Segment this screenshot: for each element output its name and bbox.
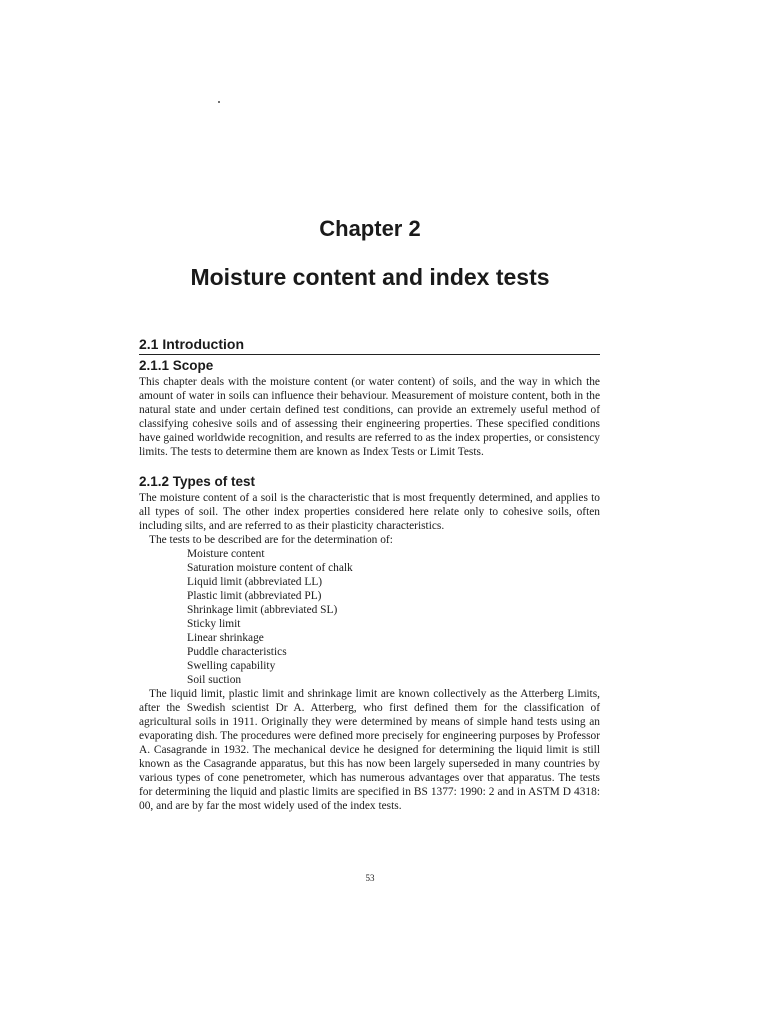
list-item: Soil suction	[187, 674, 242, 686]
scope-heading: 2.1.1 Scope	[139, 358, 214, 373]
list-item: Swelling capability	[187, 660, 276, 672]
list-item: Liquid limit (abbreviated LL)	[187, 576, 323, 588]
page-number: 53	[365, 873, 375, 883]
list-item: Plastic limit (abbreviated PL)	[187, 590, 322, 602]
list-item: Sticky limit	[187, 618, 241, 630]
list-item: Shrinkage limit (abbreviated SL)	[187, 604, 338, 616]
chapter-body	[139, 336, 600, 813]
chapter-title: Moisture content and index tests	[190, 264, 550, 290]
scan-speck	[218, 101, 220, 103]
list-item: Puddle characteristics	[187, 646, 287, 658]
section-heading: 2.1 Introduction	[139, 336, 600, 355]
list-item: Moisture content	[187, 548, 265, 560]
types-paragraph-2: The tests to be described are for the determination of:	[149, 534, 393, 546]
test-list	[139, 547, 600, 687]
list-item: Saturation moisture content of chalk	[187, 562, 353, 574]
list-item: Linear shrinkage	[187, 632, 264, 644]
chapter-label: Chapter 2	[319, 216, 421, 241]
scope-paragraph: This chapter deals with the moisture content (or water content) of soils, and the way in which the amount of water in soils can influence their behaviour. Measurement of moisture content, both in the natural state and under certain defined test conditions, can provide an extremely useful method of classifying cohesive soils and of assessing their engineering properties. These specified conditions have gained worldwide recognition, and results are referred to as the index properties, or consistency limits. The tests to determine them are known as Index Tests or Limit Tests.	[139, 376, 600, 458]
types-paragraph-3: The liquid limit, plastic limit and shrinkage limit are known collectively as the Atterberg Limits, after the Swedish scientist Dr A. Atterberg, who first defined them for the classification of agricultural soils in 1911. Originally they were determined by means of simple hand tests using an evaporating dish. The procedures were defined more precisely for engineering purposes by Professor A. Casagrande in 1932. The mechanical device he designed for determining the liquid limit is still known as the Casagrande apparatus, but this has now been largely superseded in many countries by various types of cone penetrometer, which has numerous advantages over that apparatus. The tests for determining the liquid and plastic limits are specified in BS 1377: 1990: 2 and in ASTM D 4318: 00, and are by far the most widely used of the index tests.	[139, 688, 600, 812]
types-paragraph-1: The moisture content of a soil is the characteristic that is most frequently determined, and applies to all types of soil. The other index properties considered here relate only to cohesive soils, often including silts, and are referred to as their plasticity characteristics.	[139, 492, 600, 532]
types-heading: 2.1.2 Types of test	[139, 474, 256, 489]
